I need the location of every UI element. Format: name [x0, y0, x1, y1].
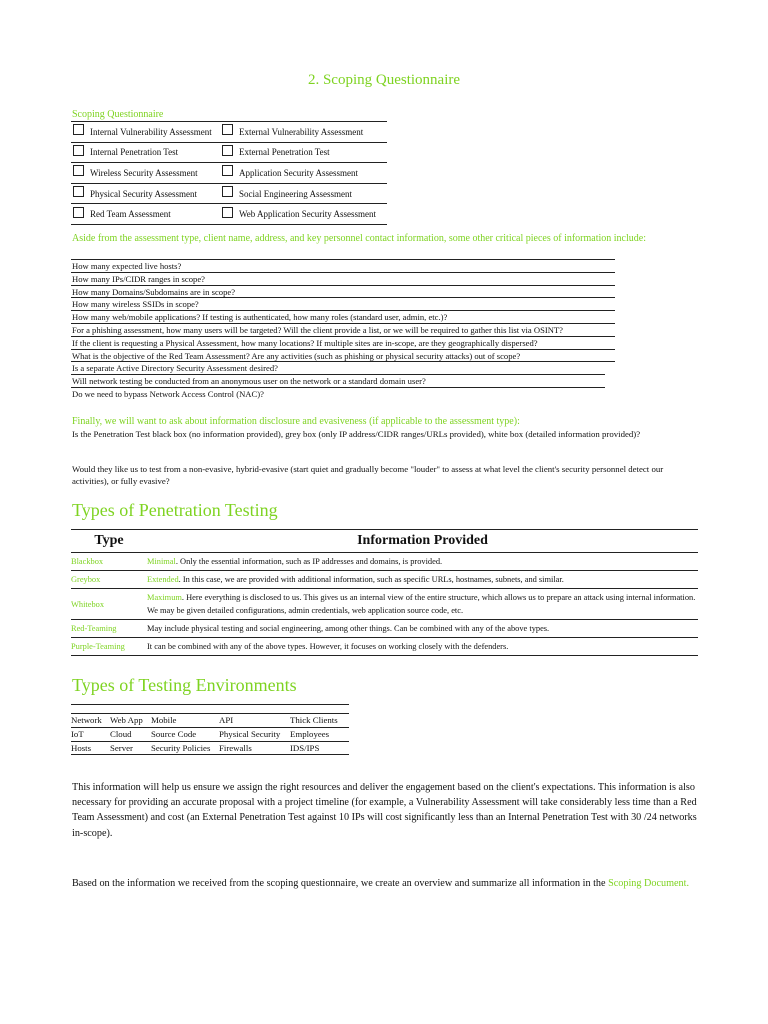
env-cell: Hosts: [71, 742, 92, 753]
info-header: Information Provided: [357, 533, 488, 548]
types-table-row: [71, 553, 698, 571]
checkbox-icon[interactable]: [73, 145, 84, 156]
env-row: [71, 714, 349, 728]
description-text: . Only the essential information, such as IP addresses and domains, is provided.: [175, 557, 443, 566]
env-cell: Security Policies: [151, 742, 211, 753]
assessment-option[interactable]: [220, 143, 387, 163]
env-cell: IoT: [71, 728, 84, 739]
env-cell: Thick Clients: [290, 715, 338, 725]
type-header: Type: [94, 533, 124, 548]
type-description: [147, 571, 698, 588]
assessment-label: Web Application Security Assessment: [239, 209, 377, 220]
summary-text: Based on the information we received from the scoping questionnaire, we create an overview and summarize all information in the: [72, 878, 609, 889]
env-cell: Server: [110, 742, 133, 753]
checkbox-icon[interactable]: [73, 186, 84, 197]
page-title: 2. Scoping Questionnaire: [307, 72, 461, 88]
aside-text: Aside from the assessment type, client name, address, and key personnel contact information, some other critical pieces of information include:: [72, 233, 646, 244]
question-row: How many Domains/Subdomains are in scope?: [71, 285, 615, 298]
description-text: . Here everything is disclosed to us. This gives us an internal view of the entire structure, which allows us to prepare an attack using internal information. We may be given detailed configurations, admin credentials, web application source code, etc.: [147, 593, 696, 615]
env-table-body: [71, 714, 349, 755]
question-row: Will network testing be conducted from an anonymous user on the network or a standard domain user?: [71, 374, 605, 388]
scoping-questionnaire-label: Scoping Questionnaire: [72, 109, 164, 120]
info-level: Extended: [147, 575, 179, 584]
env-row: [71, 728, 349, 742]
assessment-option[interactable]: [71, 184, 220, 204]
question-row: For a phishing assessment, how many users will be targeted? Will the client provide a list, or we will be required to gather this list via OSINT?: [71, 323, 615, 336]
assessment-label: Internal Vulnerability Assessment: [90, 126, 212, 137]
assessment-row: [71, 142, 387, 163]
env-cell: Cloud: [110, 728, 132, 739]
type-description: [147, 589, 698, 619]
assessment-label: Red Team Assessment: [90, 209, 171, 220]
types-table-row: [71, 620, 698, 638]
scoping-document-link[interactable]: Scoping Document.: [608, 878, 690, 889]
assessment-label: Wireless Security Assessment: [90, 167, 198, 178]
assessment-option[interactable]: [71, 204, 220, 224]
env-cell: IDS/IPS: [290, 742, 320, 753]
evasiveness-question: Would they like us to test from a non-evasive, hybrid-evasive (start quiet and gradually become "louder" to assess at what level the client's security personnel detect our activities), or fully evasive?: [72, 464, 664, 486]
checkbox-icon[interactable]: [73, 124, 84, 135]
type-description: [147, 553, 698, 570]
type-description: [147, 620, 698, 637]
question-row: How many IPs/CIDR ranges in scope?: [71, 272, 615, 285]
types-table-header: [71, 529, 698, 553]
checkbox-icon[interactable]: [73, 207, 84, 218]
description-text: May include physical testing and social engineering, among other things. Can be combined with any of the above types.: [147, 624, 550, 633]
env-cell: Source Code: [151, 728, 197, 739]
description-text: It can be combined with any of the above types. However, it focuses on working closely with the defenders.: [147, 642, 509, 651]
env-table-top-rule: [71, 704, 349, 714]
env-cell: API: [219, 715, 234, 725]
checkbox-icon[interactable]: [222, 207, 233, 218]
environments-table: [71, 704, 349, 755]
checkbox-icon[interactable]: [222, 165, 233, 176]
question-row: Do we need to bypass Network Access Control (NAC)?: [72, 388, 264, 399]
assessment-row: [71, 203, 387, 225]
env-cell: Employees: [290, 728, 330, 739]
checkbox-icon[interactable]: [222, 186, 233, 197]
assessment-option[interactable]: [220, 163, 387, 183]
type-name: Greybox: [71, 575, 101, 584]
question-row: Is a separate Active Directory Security Assessment desired?: [71, 361, 615, 374]
types-table-row: [71, 638, 698, 656]
environments-heading: Types of Testing Environments: [72, 675, 297, 695]
types-table-body: [71, 553, 698, 656]
assessment-option[interactable]: [220, 184, 387, 204]
assessment-label: Internal Penetration Test: [90, 147, 179, 158]
assessment-label: Physical Security Assessment: [90, 188, 197, 199]
type-description: [147, 638, 698, 655]
env-cell: Mobile: [151, 715, 177, 725]
question-row: How many expected live hosts?: [71, 259, 615, 272]
env-cell: Network: [71, 715, 102, 725]
assessment-label: Social Engineering Assessment: [239, 188, 352, 199]
assessment-label: Application Security Assessment: [239, 167, 358, 178]
assessment-row: [71, 121, 387, 142]
assessment-row: [71, 183, 387, 204]
env-cell: Web App: [110, 715, 143, 725]
assessment-option[interactable]: [71, 143, 220, 163]
question-row: How many web/mobile applications? If testing is authenticated, how many roles (standard user, admin, etc.)?: [71, 310, 615, 323]
assessment-row: [71, 162, 387, 183]
type-name: Blackbox: [71, 557, 104, 566]
type-name: Red-Teaming: [71, 624, 117, 633]
question-row: What is the objective of the Red Team Assessment? Are any activities (such as phishing or physical security attacks) out of scope?: [71, 349, 615, 362]
checkbox-icon[interactable]: [222, 145, 233, 156]
box-type-question: Is the Penetration Test black box (no information provided), grey box (only IP address/CIDR ranges/URLs provided), white box (detailed information provided)?: [72, 429, 641, 439]
info-level: Maximum: [147, 593, 182, 602]
type-name: Purple-Teaming: [71, 642, 125, 651]
assessment-label: External Penetration Test: [239, 147, 330, 158]
assessment-option[interactable]: [71, 163, 220, 183]
penetration-types-table: [71, 529, 698, 656]
summary-paragraph: [72, 876, 702, 891]
assessment-option[interactable]: [220, 122, 387, 142]
assessment-label: External Vulnerability Assessment: [239, 126, 364, 137]
checkbox-icon[interactable]: [222, 124, 233, 135]
resources-paragraph: This information will help us ensure we assign the right resources and deliver the engagement based on the client's expectations. This information is also necessary for providing an accurate proposal with a project timeline (for example, a Vulnerability Assessment will take considerably less time than a Red Team Assessment) and cost (an External Penetration Test against 10 IPs will cost significantly less than an Internal Penetration Test with 30 /24 networks in-scope).: [72, 782, 697, 839]
types-table-row: [71, 571, 698, 589]
finally-text: Finally, we will want to ask about information disclosure and evasiveness (if applicable to the assessment type):: [72, 416, 520, 427]
type-name: Whitebox: [71, 599, 105, 609]
question-row: How many wireless SSIDs in scope?: [71, 297, 615, 310]
env-cell: Firewalls: [219, 742, 252, 753]
question-row: If the client is requesting a Physical Assessment, how many locations? If multiple sites are in-scope, are they geographically dispersed?: [71, 336, 615, 349]
questions-list: [71, 259, 615, 400]
types-heading: Types of Penetration Testing: [72, 500, 278, 520]
env-row: [71, 742, 349, 756]
assessment-type-table: [71, 121, 387, 225]
env-cell: Physical Security: [219, 728, 281, 739]
description-text: . In this case, we are provided with additional information, such as specific URLs, hostnames, subnets, and similar.: [178, 575, 564, 584]
info-level: Minimal: [147, 557, 176, 566]
assessment-option[interactable]: [71, 122, 220, 142]
types-table-row: [71, 589, 698, 620]
checkbox-icon[interactable]: [73, 165, 84, 176]
assessment-option[interactable]: [220, 204, 387, 224]
